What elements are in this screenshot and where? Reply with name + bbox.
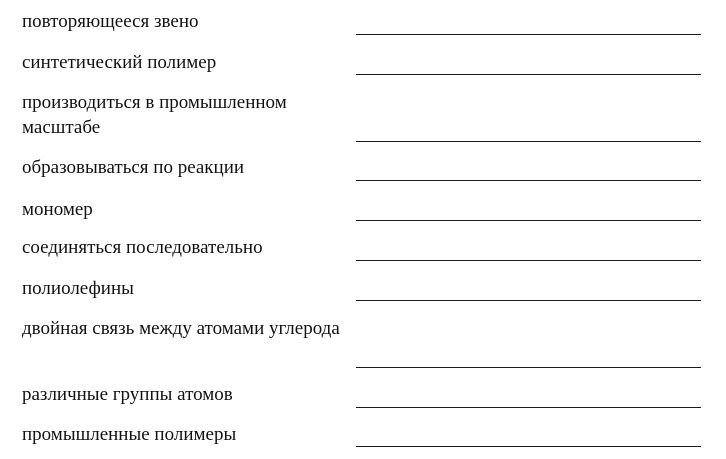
term-label: производиться в промышленном масштабе (22, 92, 287, 138)
term-label: различные группы атомов (22, 384, 233, 405)
answer-blank[interactable] (356, 220, 701, 221)
term-label: образовываться по реакции (22, 157, 245, 178)
answer-blank[interactable] (356, 300, 701, 301)
answer-blank[interactable] (356, 180, 701, 181)
term-label: двойная связь между атомами углерода (22, 318, 340, 339)
answer-blank[interactable] (356, 141, 701, 142)
term-label: промышленные полимеры (22, 424, 237, 445)
answer-blank[interactable] (356, 367, 701, 368)
term-label: соединяться последовательно (22, 237, 263, 258)
term-label: полиолефины (22, 278, 134, 299)
term-label: синтетический полимер (22, 52, 217, 73)
answer-blank[interactable] (356, 446, 701, 447)
answer-blank[interactable] (356, 407, 701, 408)
answer-blank[interactable] (356, 34, 701, 35)
answer-blank[interactable] (356, 260, 701, 261)
term-label: повторяющееся звено (22, 11, 199, 32)
term-label: мономер (22, 199, 93, 220)
answer-blank[interactable] (356, 74, 701, 75)
